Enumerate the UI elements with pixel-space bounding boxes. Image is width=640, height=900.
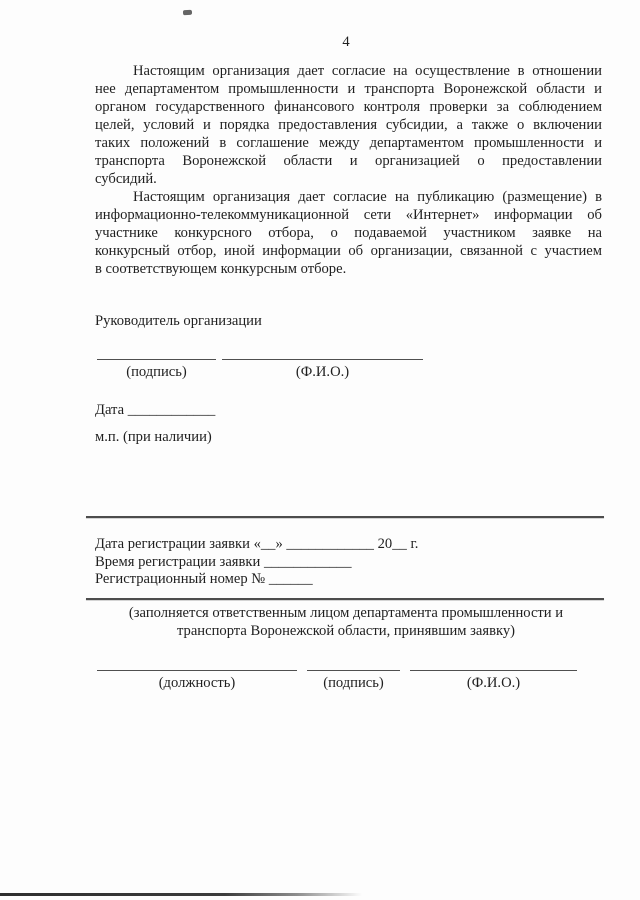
position-line <box>97 670 297 692</box>
filled-by-note-line: (заполняется ответственным лицом департамента промышленности и <box>128 605 564 621</box>
signature-label: (подпись) <box>323 675 384 691</box>
divider-rule-top <box>86 516 604 518</box>
signature-label: (подпись) <box>126 364 187 380</box>
text-line: Настоящим организация дает согласие на осуществление в отношении <box>133 63 602 79</box>
registration-time-line: Время регистрации заявки ____________ <box>95 553 352 570</box>
text-line: субсидий. <box>95 171 157 187</box>
signature-line <box>97 359 216 381</box>
fio-line <box>222 359 423 381</box>
divider-rule-bottom <box>86 598 604 600</box>
page-number: 4 <box>342 34 350 50</box>
text-line: информационно-телекоммуникационной сети «Интернет» информации об <box>95 207 602 223</box>
official-signature-block <box>97 670 577 692</box>
leader-signature-block <box>97 359 423 381</box>
text-line: целей, условий и порядка предоставления субсидии, а также о включении <box>95 117 602 133</box>
text-line: Настоящим организация дает согласие на публикацию (размещение) в <box>133 189 602 205</box>
scan-edge-artifact <box>0 893 362 896</box>
consent-paragraph-publication <box>95 188 602 278</box>
text-line: таких положений в соглашение между департаментом промышленности и <box>95 135 602 151</box>
filled-by-note-line: транспорта Воронежской области, принявшим заявку) <box>176 623 516 639</box>
text-line: в соответствующем конкурсным отборе. <box>95 261 347 277</box>
text-line: участнике конкурсного отбора, о подаваемой участником заявке на <box>95 225 602 241</box>
position-label: (должность) <box>158 675 236 691</box>
registration-number-line: Регистрационный номер № ______ <box>95 571 313 588</box>
text-line: транспорта Воронежской области и организацией о предоставлении <box>95 153 602 169</box>
registration-date-line: Дата регистрации заявки «__» ____________ 20__ г. <box>95 536 419 552</box>
seal-note: м.п. (при наличии) <box>95 429 212 445</box>
leader-title: Руководитель организации <box>95 313 262 329</box>
filled-by-note <box>86 604 606 640</box>
fio-label: (Ф.И.О.) <box>295 364 350 380</box>
text-line: органом государственного финансового контроля проверки за соблюдением <box>95 99 602 115</box>
fio-line <box>410 670 577 692</box>
text-line: нее департаментом промышленности и транспорта Воронежской области и <box>95 81 602 97</box>
fio-label: (Ф.И.О.) <box>466 675 521 691</box>
date-blank-line: Дата ____________ <box>95 402 216 418</box>
consent-paragraph-verification <box>95 62 602 188</box>
registration-block <box>95 536 418 589</box>
scan-speck-artifact <box>183 10 192 16</box>
signature-line <box>307 670 400 692</box>
text-line: конкурсный отбор, иной информации об организации, связанной с участием <box>95 243 602 259</box>
